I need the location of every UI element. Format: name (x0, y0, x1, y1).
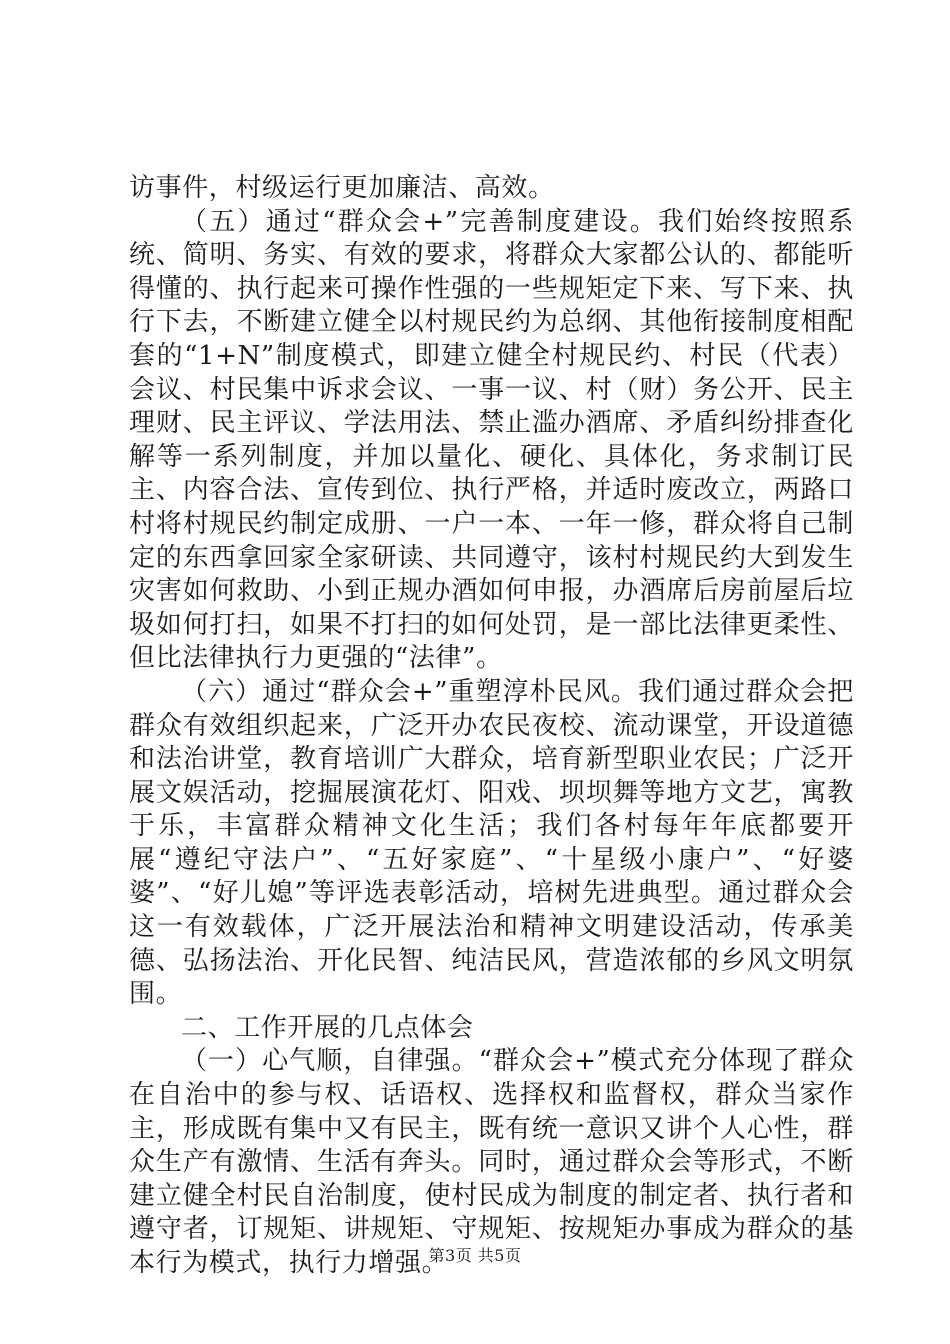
page-number-footer: 第3页 共5页 (428, 1246, 522, 1265)
paragraph-continuation: 访事件，村级运行更加廉洁、高效。 (129, 173, 555, 203)
paragraph-section-6: （六）通过“群众会+”重塑淳朴民风。我们通过群众会把群众有效组织起来，广泛开办农民夜校、流动课堂，开设道德和法治讲堂，教育培训广大群众，培育新型职业农民；广泛开展文娱活动，挖掘展演花灯、阳戏、坝坝舞等地方文艺，寓教于乐，丰富群众精神文化生活；我们各村每年年底都要开展“遵纪守法户”、“五好家庭”、“十星级小康户”、“好婆婆”、“好儿媳”等评选表彰活动，培树先进典型。通过群众会这一有效载体，广泛开展法治和精神文明建设活动，传承美德、弘扬法治、开化民智、纯洁民风，营造浓郁的乡风文明氛围。 (129, 676, 854, 1010)
paragraph-experience-1: （一）心气顺，自律强。“群众会+”模式充分体现了群众在自治中的参与权、话语权、选择权和监督权，群众当家作主，形成既有集中又有民主，既有统一意识又讲个人心性，群众生产有激情、生活有奔头。同时，通过群众会等形式，不断建立健全村民自治制度，使村民成为制度的制定者、执行者和遵守者，订规矩、讲规矩、守规矩、按规矩办事成为群众的基本行为模式，执行力增强。 (129, 1046, 854, 1278)
document-body (129, 172, 854, 1281)
paragraph-section-5: （五）通过“群众会+”完善制度建设。我们始终按照系统、简明、务实、有效的要求，将群众大家都公认的、都能听得懂的、执行起来可操作性强的一些规矩定下来、写下来、执行下去，不断建立健全以村规民约为总纲、其他衔接制度相配套的“1+N”制度模式，即建立健全村规民约、村民（代表）会议、村民集中诉求会议、一事一议、村（财）务公开、民主理财、民主评议、学法用法、禁止滥办酒席、矛盾纠纷排查化解等一系列制度，并加以量化、硬化、具体化，务求制订民主、内容合法、宣传到位、执行严格，并适时废改立，两路口村将村规民约制定成册、一户一本、一年一修，群众将自己制定的东西拿回家全家研读、共同遵守，该村村规民约大到发生灾害如何救助、小到正规办酒如何申报，办酒席后房前屋后垃圾如何打扫，如果不打扫的如何处罚，是一部比法律更柔性、但比法律执行力更强的“法律”。 (129, 206, 854, 674)
section-heading: 二、工作开展的几点体会 (181, 1012, 474, 1043)
